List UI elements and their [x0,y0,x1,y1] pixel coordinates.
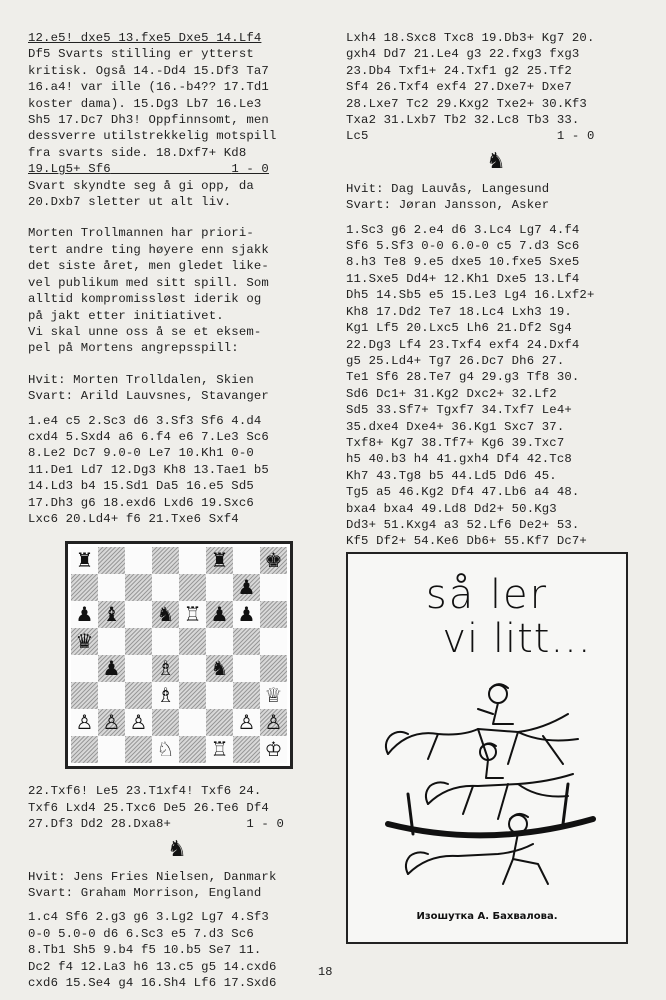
board-square [233,574,260,601]
text-line: Df5 Svarts stilling er ytterst [28,47,254,62]
text-line: Tg5 a5 46.Kg2 Df4 47.Lb6 a4 48. [346,485,580,500]
board-square [98,547,125,574]
text-line: Dd3+ 51.Kxg4 a3 52.Lf6 De2+ 53. [346,517,580,532]
black-player: Svart: Graham Morrison, England [28,886,262,900]
board-square [152,547,179,574]
moves-text: 19.Lg5+ Sf6 [28,162,111,177]
text-line: fra svarts side. 18.Dxf7+ Kd8 [28,145,247,160]
chess-piece-icon: ♙ [102,710,121,735]
board-square [71,547,98,574]
board-square [260,628,287,655]
text-line: Svart skyndte seg å gi opp, da [28,178,254,193]
right-column [346,30,646,583]
cartoon-title-line1: så ler [425,572,549,618]
board-square [152,682,179,709]
spacer [28,405,326,413]
board-square [71,655,98,682]
chess-piece-icon: ♘ [156,737,175,762]
spacer [28,769,326,783]
chess-piece-icon: ♕ [264,683,283,708]
moves-text: Lc5 [346,129,369,144]
text-line: pel på Mortens angrepsspill: [28,341,239,356]
text-line: tert andre ting høyere enn sjakk [28,242,269,257]
board-square [71,736,98,763]
text-line: dessverre utilstrekkelig motspill [28,129,277,144]
board-square [179,736,206,763]
board-square [233,601,260,628]
text-line: 22.Dg3 Lf4 23.Txf4 exf4 24.Dxf4 [346,337,580,352]
left-column [28,30,326,991]
chess-piece-icon: ♟ [237,575,256,600]
board-square [125,547,152,574]
chess-piece-icon: ♟ [102,656,121,681]
text-line: 0-0 5.0-0 d6 6.Sc3 e5 7.d3 Sc6 [28,926,254,941]
text-line: 1.e4 c5 2.Sc3 d6 3.Sf3 Sf6 4.d4 [28,413,262,428]
text-line: Morten Trollmannen har priori- [28,226,254,241]
board-square [179,628,206,655]
text-line: 8.Tb1 Sh5 9.b4 f5 10.b5 Se7 11. [28,943,262,958]
chess-diagram [65,541,293,769]
cartoon-title-line2: vi litt... [442,616,592,662]
board-square [206,628,233,655]
text-line: Kf5 Df2+ 54.Ke6 Db6+ 55.Kf7 Dc7+ [346,534,587,549]
text-line: kritisk. Også 14.-Dd4 15.Df3 Ta7 [28,63,269,78]
board-square [233,655,260,682]
text-line: 23.Db4 Txf1+ 24.Txf1 g2 25.Tf2 [346,63,572,78]
text-line: g5 25.Ld4+ Tg7 26.Dc7 Dh6 27. [346,353,565,368]
chess-piece-icon: ♞ [210,656,229,681]
board-square [152,736,179,763]
board-square [260,682,287,709]
text-line: 20.Dxb7 sletter ut alt liv. [28,195,232,210]
moves-text: 27.Df3 Dd2 28.Dxa8+ [28,817,172,832]
board-square [152,709,179,736]
cartoon-illustration [346,552,628,944]
board-square [179,682,206,709]
text-line: 12.e5! dxe5 13.fxe5 Dxe5 14.Lf4 [28,31,262,45]
chess-piece-icon: ♟ [210,602,229,627]
black-player: Svart: Arild Lauvsnes, Stavanger [28,389,269,404]
board-square [179,709,206,736]
text-line: 11.Sxe5 Dd4+ 12.Kh1 Dxe5 13.Lf4 [346,271,580,286]
board-square [260,709,287,736]
text-line: Lxc6 20.Ld4+ f6 21.Txe6 Sxf4 [28,511,239,526]
spacer [28,357,326,372]
cartoon-caption: Изошутка А. Бахвалова. [416,911,558,922]
board-square [233,709,260,736]
board-square [260,655,287,682]
board-square [206,547,233,574]
board-square [125,682,152,709]
spacer [28,901,326,909]
text-line: 14.Ld3 b4 15.Sd1 Da5 16.e5 Sd5 [28,479,254,494]
text-line: 1.Sc3 g6 2.e4 d6 3.Lc4 Lg7 4.f4 [346,222,580,237]
chess-piece-icon: ♙ [264,710,283,735]
board-square [125,655,152,682]
game-result: 1 - 0 [556,129,595,144]
text-line: 22.Txf6! Le5 23.T1xf4! Txf6 24. [28,784,262,799]
text-line: h5 40.b3 h4 41.gxh4 Df4 42.Tc8 [346,452,572,467]
board-square [260,601,287,628]
board-square [152,601,179,628]
text-line: på jakt etter initiativet. [28,308,224,323]
text-line: Kh7 43.Tg8 b5 44.Ld5 Dd6 45. [346,468,557,483]
board-square [125,628,152,655]
board-square [98,574,125,601]
game4 [346,181,646,583]
board-square [206,709,233,736]
board-square [233,628,260,655]
board-square [71,709,98,736]
board-square [98,736,125,763]
board-square [71,628,98,655]
text-line: Kg1 Lf5 20.Lxc5 Lh6 21.Df2 Sg4 [346,321,572,336]
chess-piece-icon: ♞ [156,602,175,627]
chess-piece-icon: ♖ [210,737,229,762]
chess-piece-icon: ♛ [75,629,94,654]
board-square [179,601,206,628]
game1-notes [28,30,326,210]
text-line: vel publikum med sitt spill. Som [28,275,269,290]
board-square [125,709,152,736]
text-line: Lxh4 18.Sxc8 Txc8 19.Db3+ Kg7 20. [346,31,595,45]
board-square [71,574,98,601]
text-line: 1.c4 Sf6 2.g3 g6 3.Lg2 Lg7 4.Sf3 [28,910,269,925]
game3-continuation [346,30,646,145]
chess-piece-icon: ♚ [264,548,283,573]
chess-piece-icon: ♜ [210,548,229,573]
board-square [260,547,287,574]
text-line: 8.Le2 Dc7 9.0-0 Le7 10.Kh1 0-0 [28,446,254,461]
board-square [152,574,179,601]
text-line: cxd4 5.Sxd4 a6 6.f4 e6 7.Le3 Sc6 [28,429,269,444]
text-line: Dc2 f4 12.La3 h6 13.c5 g5 14.cxd6 [28,959,277,974]
board-square [206,682,233,709]
text-line: 35.dxe4 Dxe4+ 36.Kg1 Sxc7 37. [346,419,565,434]
chess-piece-icon: ♔ [264,737,283,762]
text-line [28,816,326,832]
text-line: det siste året, men gledet like- [28,259,269,274]
cartoon-drawing [368,674,606,894]
chess-piece-icon: ♙ [75,710,94,735]
text-line: Sf6 5.Sf3 0-0 6.0-0 c5 7.d3 Sc6 [346,239,580,254]
board-square [71,601,98,628]
chess-piece-icon: ♝ [102,602,121,627]
board-square [98,682,125,709]
board-square [125,736,152,763]
chess-piece-icon: ♙ [237,710,256,735]
text-line: Sf4 26.Txf4 exf4 27.Dxe7+ Dxe7 [346,80,572,95]
knight-icon: ♞ [167,836,187,862]
chess-piece-icon: ♙ [129,710,148,735]
game-result: 1 - 0 [246,817,285,832]
board-square [125,574,152,601]
intro-paragraph [28,225,326,356]
chess-piece-icon: ♗ [156,656,175,681]
game-result: 1 - 0 [231,162,269,177]
board-square [152,655,179,682]
board-square [98,601,125,628]
white-player: Hvit: Dag Lauvås, Langesund [346,181,550,196]
text-line [28,161,326,177]
spacer [346,214,646,222]
text-line: Sh5 17.Dc7 Dh3! Oppfinnsomt, men [28,113,269,128]
text-line: 28.Lxe7 Tc2 29.Kxg2 Txe2+ 30.Kf3 [346,96,587,111]
board-square [179,574,206,601]
text-line: 8.h3 Te8 9.e5 dxe5 10.fxe5 Sxe5 [346,255,580,270]
chess-piece-icon: ♗ [156,683,175,708]
board-square [152,628,179,655]
text-line: koster dama). 15.Dg3 Lb7 16.Le3 [28,96,262,111]
text-line: Vi skal unne oss å se et eksem- [28,324,262,339]
text-line: cxd6 15.Se4 g4 16.Sh4 Lf6 17.Sxd6 [28,976,277,991]
text-line: Kh8 17.Dd2 Te7 18.Lc4 Lxh3 19. [346,304,572,319]
board-square [125,601,152,628]
board-square [179,547,206,574]
board-square [71,682,98,709]
text-line: Dh5 14.Sb5 e5 15.Le3 Lg4 16.Lxf2+ [346,288,595,303]
text-line: gxh4 Dd7 21.Le4 g3 22.fxg3 fxg3 [346,47,580,62]
board-square [206,736,233,763]
text-line [346,128,646,144]
chess-piece-icon: ♟ [237,602,256,627]
text-line: Sd5 33.Sf7+ Tgxf7 34.Txf7 Le4+ [346,403,572,418]
game2 [28,372,326,833]
game3 [28,869,326,992]
chess-piece-icon: ♜ [75,548,94,573]
page-number: 18 [318,965,333,979]
board-square [233,682,260,709]
board-square [233,736,260,763]
text-line: Txa2 31.Lxb7 Tb2 32.Lc8 Tb3 33. [346,113,580,128]
text-line: 16.a4! var ille (16.-b4?? 17.Td1 [28,80,269,95]
black-player: Svart: Jøran Jansson, Asker [346,198,550,213]
text-line: 17.Dh3 g6 18.exd6 Lxd6 19.Sxc6 [28,495,254,510]
chess-piece-icon: ♖ [183,602,202,627]
text-line: Txf6 Lxd4 25.Txc6 De5 26.Te6 Df4 [28,800,269,815]
text-line: 11.De1 Ld7 12.Dg3 Kh8 13.Tae1 b5 [28,462,269,477]
board-square [179,655,206,682]
board-square [260,574,287,601]
text-line: Te1 Sf6 28.Te7 g4 29.g3 Tf8 30. [346,370,580,385]
text-line: Txf8+ Kg7 38.Tf7+ Kg6 39.Txc7 [346,435,565,450]
white-player: Hvit: Jens Fries Nielsen, Danmark [28,869,277,884]
board-square [98,628,125,655]
text-line: Sd6 Dc1+ 31.Kg2 Dxc2+ 32.Lf2 [346,386,557,401]
board-square [260,736,287,763]
text-line: alltid kompromissløst iderik og [28,292,262,307]
white-player: Hvit: Morten Trolldalen, Skien [28,372,254,387]
text-line: bxa4 bxa4 49.Ld8 Dd2+ 50.Kg3 [346,501,557,516]
board-square [206,655,233,682]
knight-icon: ♞ [486,148,506,174]
board-square [98,655,125,682]
spacer [28,210,326,225]
chess-piece-icon: ♟ [75,602,94,627]
board-square [233,547,260,574]
board-square [98,709,125,736]
board-square [206,601,233,628]
board-square [206,574,233,601]
chess-board [71,547,287,763]
